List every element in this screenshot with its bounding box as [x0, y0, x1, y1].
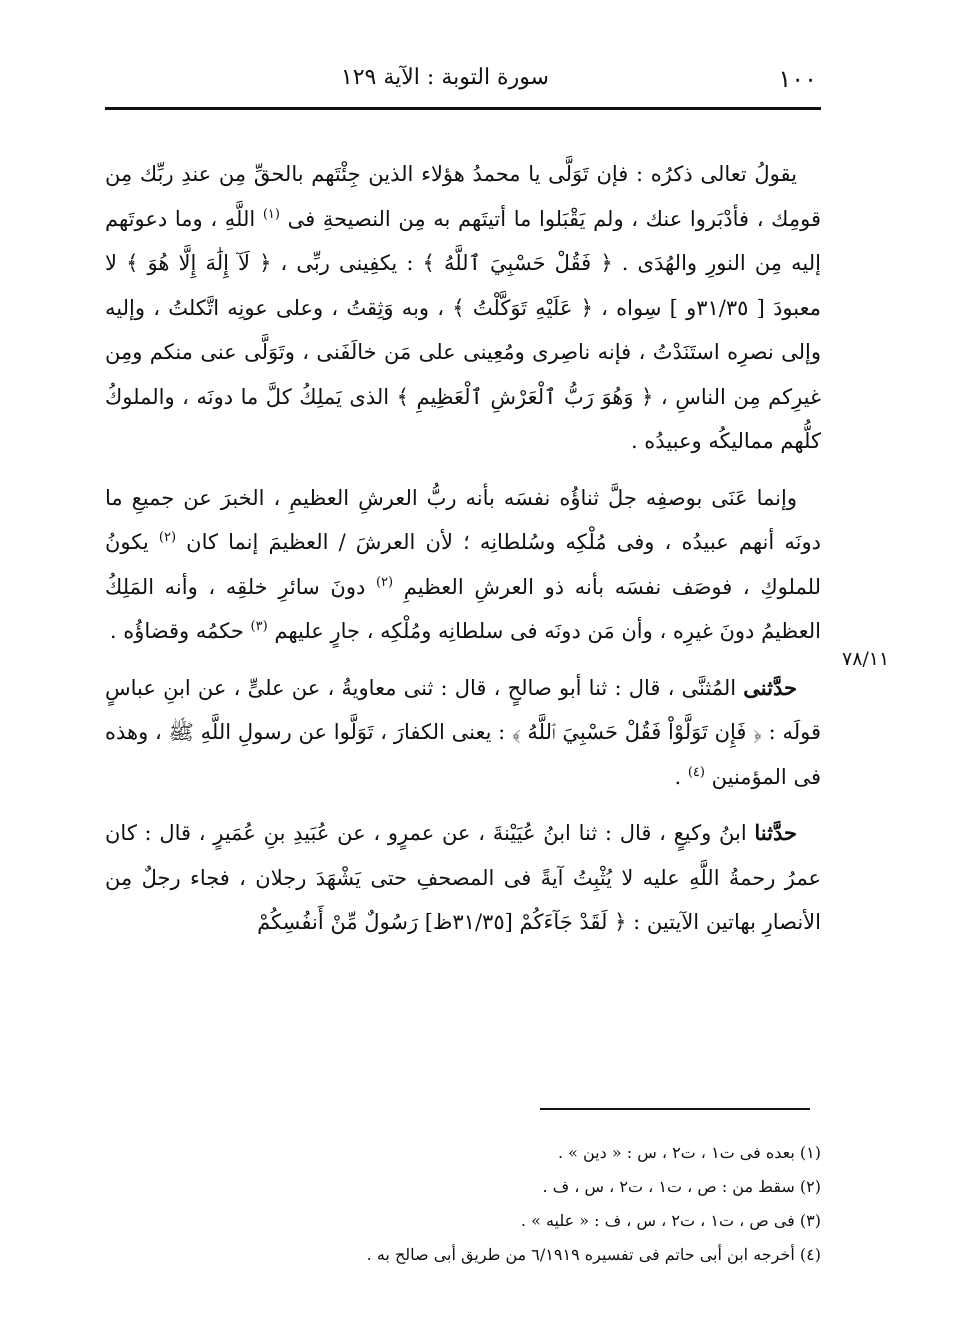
paragraph-1-text-b: اللَّهِ ، وما دعوتَهم إليه مِن النورِ والهُدَى . ﴿ فَقُلْ حَسْبِيَ ٱللَّهُ ﴾ : يكفِينى ربِّى ، ﴿ لَآ إِلَٰهَ إِلَّا هُوَ ﴾ لا معبودَ [ ٣١/٣٥و ] سِواه ، ﴿ عَلَيْهِ تَوَكَّلْتُ ﴾ ، وبه وَثِقتُ ، وعلى عونِه اتَّكلتُ ، وإليه وإلى نصرِه استَنَدْتُ ، فإنه ناصِرى ومُعِينى على مَن خالَفَنى ، وتَوَلَّى عنى منكم ومِن غيرِكم مِن الناسِ ، ﴿ وَهُوَ رَبُّ ٱلْعَرْشِ ٱلْعَظِيمِ ﴾ الذى يَملِكُ كلَّ ما دونَه ، والملوكُ كلُّهم مماليكُه وعبيدُه .	[105, 206, 821, 453]
margin-reference: ٧٨/١١	[842, 648, 890, 670]
paragraph-3-text-b: .	[674, 764, 682, 789]
paragraph-3	[105, 666, 821, 800]
header-rule	[105, 107, 821, 110]
footnote-ref-4: (٤)	[687, 764, 705, 780]
main-text	[105, 152, 821, 957]
paragraph-2-text-b: يكونُ للملوكِ ، فوصَف نفسَه بأنه ذو العرشِ العظيمِ	[105, 530, 821, 599]
paragraph-2-text-a: وإنما عَنَى بوصفِه جلَّ ثناؤُه نفسَه بأنه ربُّ العرشِ العظيمِ ، الخبرَ عن جميعِ ما دونَه أنهم عبيدُه ، وفى مُلْكِه وسُلطانِه ؛ لأن العرشَ / العظيمَ إنما كان	[105, 485, 821, 554]
paragraph-4	[105, 811, 821, 945]
footnote-ref-1: (١)	[262, 206, 280, 222]
footnote-3: (٣) فى ص ، ت١ ، ت٢ ، س ، ف : « عليه » .	[520, 1211, 821, 1230]
narration-lead-1: حدَّثنى	[743, 674, 797, 700]
footnote-ref-2a: (٢)	[158, 530, 177, 545]
page-header	[105, 55, 821, 99]
footnote-2: (٢) سقط من : ص ، ت١ ، ت٢ ، س ، ف .	[542, 1177, 821, 1196]
footnote-ref-2b: (٢)	[375, 574, 394, 590]
running-title: سورة التوبة : الآية ١٢٩	[340, 65, 549, 90]
narration-lead-2: حدَّثنا	[754, 820, 797, 845]
page-number: ١٠٠	[778, 65, 817, 93]
footnote-4: (٤) أخرجه ابن أبى حاتم فى تفسيره ٦/١٩١٩ من طريق أبى صالح به .	[366, 1245, 821, 1264]
footnote-1: (١) بعده فى ت١ ، ت٢ ، س : « دين » .	[557, 1143, 821, 1162]
footnote-ref-3: (٣)	[250, 619, 268, 634]
paragraph-1	[105, 152, 821, 464]
paragraph-4-text: ابنُ وكيعٍ ، قال : ثنا ابنُ عُيَيْنةَ ، عن عمرٍو ، عن عُبَيدِ بنِ عُمَيرٍ ، قال : كان عمرُ رحمةُ اللَّهِ عليه لا يُثْبِتُ آيةً فى المصحفِ حتى يَشْهَدَ رجلان ، فجاء رجلٌ مِن الأنصارِ بهاتين الآيتين : ﴿ لَقَدْ جَآءَكُمْ [٣١/٣٥ظ] رَسُولٌ مِّنْ أَنفُسِكُمْ	[105, 821, 821, 934]
footnote-rule	[540, 1108, 810, 1110]
paragraph-2	[105, 476, 821, 654]
paragraph-2-text-c: دونَ سائرِ خلقِه ، وأنه المَلِكُ العظيمُ دونَ غيرِه ، وأن مَن دونَه فى سلطانِه ومُلْكِه ، جارٍ عليهم	[105, 574, 821, 643]
paragraph-1-text-a: يقولُ تعالى ذكرُه : فإن تَوَلَّى يا محمدُ هؤلاء الذين جِئْتَهم بالحقِّ مِن عندِ ربِّك مِن قومِك ، فأدْبَروا عنك ، ولم يَقْبَلوا ما أتيتَهم به مِن النصيحةِ فى	[105, 162, 821, 231]
paragraph-2-text-d: حكمُه وقضاؤُه .	[109, 619, 244, 643]
paragraph-3-text-a: المُثنَّى ، قال : ثنا أبو صالحٍ ، قال : ثنى معاويةُ ، عن علىٍّ ، عن ابنِ عباسٍ قولَه : ﴿ فَإِن تَوَلَّوْاْ فَقُلْ حَسْبِيَ ٱللَّهُ ﴾ : يعنى الكفارَ ، تَوَلَّوا عن رسولِ اللَّهِ ﷺ ، وهذه فى المؤمنين	[105, 675, 822, 789]
footnotes	[105, 1136, 821, 1272]
